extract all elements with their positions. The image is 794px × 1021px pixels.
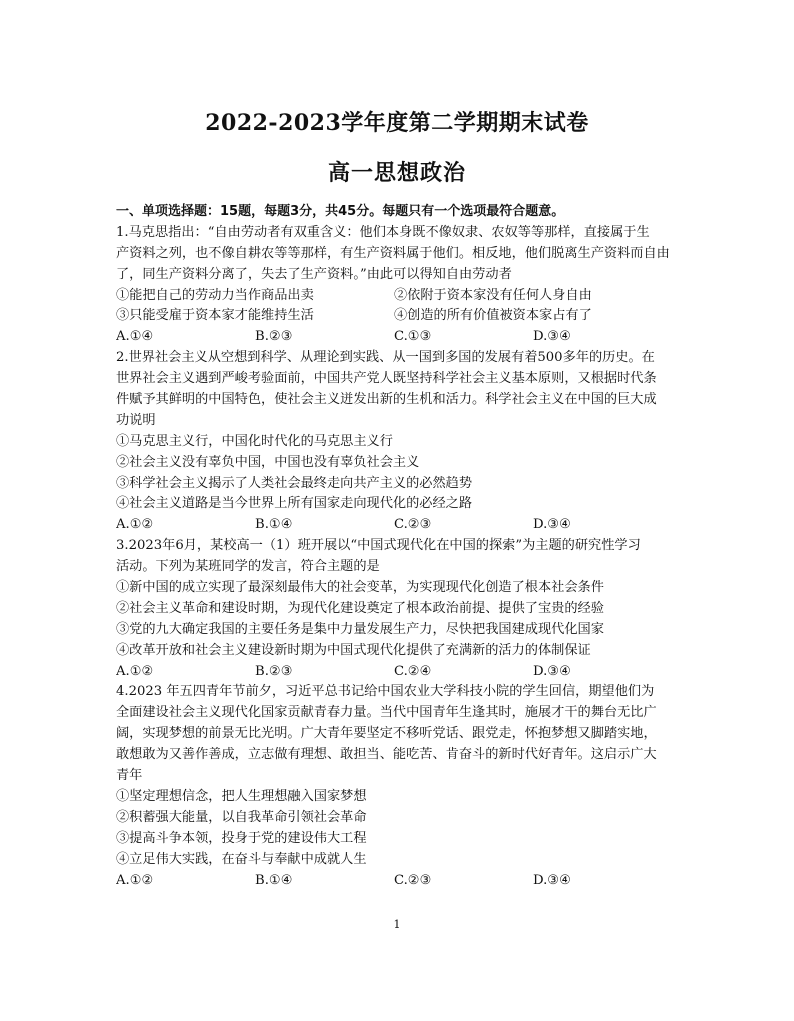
option-b: B.①④ — [255, 517, 293, 533]
option-d: D.③④ — [533, 517, 571, 533]
exam-content — [116, 202, 672, 891]
option-d: D.③④ — [533, 329, 571, 345]
option-c: C.②③ — [394, 872, 432, 888]
statement: ②社会主义没有辜负中国，中国也没有辜负社会主义 — [116, 454, 420, 470]
option-c: C.①③ — [394, 329, 432, 345]
option-c: C.②③ — [394, 517, 432, 533]
page-number: 1 — [393, 918, 401, 931]
option-b: B.②③ — [255, 329, 293, 345]
statement: ①坚定理想信念，把人生理想融入国家梦想 — [116, 788, 367, 804]
question-stem-line: 全面建设社会主义现代化国家贡献青春力量。当代中国青年生逢其时，施展才干的舞台无比广 — [116, 705, 657, 721]
question-stem-line: 1.马克思指出：“自由劳动者有双重含义：他们本身既不像奴隶、农奴等等那样，直接属于生 — [116, 224, 650, 240]
statement: ①新中国的成立实现了最深刻最伟大的社会变革，为实现现代化创造了根本社会条件 — [116, 580, 604, 596]
section-heading: 一、单项选择题：15题，每题3分，共45分。每题只有一个选项最符合题意。 — [116, 204, 565, 219]
answer-options — [116, 515, 672, 536]
statement: ②积蓄强大能量，以自我革命引领社会革命 — [116, 809, 367, 825]
question-4 — [116, 682, 672, 891]
exam-title: 2022-2023学年度第二学期期末试卷 — [205, 110, 589, 136]
option-a: A.①② — [116, 663, 154, 679]
answer-options — [116, 327, 672, 348]
question-stem-line: 3.2023年6月，某校高一（1）班开展以“中国式现代化在中国的探索”为主题的研究性学习 — [116, 538, 641, 554]
question-stem-line: 件赋予其鲜明的中国特色，使社会主义迸发出新的生机和活力。科学社会主义在中国的巨大成 — [116, 392, 657, 408]
option-b: B.①④ — [255, 872, 293, 888]
question-stem-line: 敢想敢为又善作善成，立志做有理想、敢担当、能吃苦、肯奋斗的新时代好青年。这启示广大 — [116, 747, 657, 763]
statement-row — [116, 286, 672, 307]
question-stem-line: 产资料之列，也不像自耕农等等那样，有生产资料属于他们。相反地，他们脱离生产资料而自由 — [116, 245, 670, 261]
statement-row — [116, 306, 672, 327]
question-3 — [116, 536, 672, 682]
statement: ④立足伟大实践，在奋斗与奉献中成就人生 — [116, 851, 367, 867]
question-2 — [116, 348, 672, 536]
question-stem-line: 4.2023 年五四青年节前夕，习近平总书记给中国农业大学科技小院的学生回信，期望他们为 — [116, 684, 655, 700]
statement: ③提高斗争本领，投身于党的建设伟大工程 — [116, 830, 367, 846]
question-1 — [116, 223, 672, 348]
question-stem-line: 活动。下列为某班同学的发言，符合主题的是 — [116, 559, 380, 575]
option-d: D.③④ — [533, 663, 571, 679]
answer-options — [116, 871, 672, 892]
statement: ①能把自己的劳动力当作商品出卖 — [116, 287, 314, 303]
statement: ④创造的所有价值被资本家占有了 — [394, 308, 592, 324]
statement: ③只能受雇于资本家才能维持生活 — [116, 308, 314, 324]
answer-options — [116, 662, 672, 683]
question-stem-line: 功说明 — [116, 412, 156, 428]
question-stem-line: 2.世界社会主义从空想到科学、从理论到实践、从一国到多国的发展有着500多年的历史。在 — [116, 350, 655, 366]
option-a: A.①④ — [116, 329, 154, 345]
statement: ①马克思主义行，中国化时代化的马克思主义行 — [116, 433, 393, 449]
question-stem-line: 青年 — [116, 768, 143, 784]
option-d: D.③④ — [533, 872, 571, 888]
question-stem-line: 了，同生产资料分离了，失去了生产资料。”由此可以得知自由劳动者 — [116, 266, 512, 282]
statement: ③科学社会主义揭示了人类社会最终走向共产主义的必然趋势 — [116, 475, 473, 491]
exam-subject: 高一思想政治 — [327, 160, 466, 186]
option-a: A.①② — [116, 872, 154, 888]
statement: ②依附于资本家没有任何人身自由 — [394, 287, 592, 303]
statement: ④改革开放和社会主义建设新时期为中国式现代化提供了充满新的活力的体制保证 — [116, 642, 591, 658]
question-stem-line: 阔，实现梦想的前景无比光明。广大青年要坚定不移听党话、跟党走，怀抱梦想又脚踏实地， — [116, 726, 657, 742]
question-stem-line: 世界社会主义遇到严峻考验面前，中国共产党人既坚持科学社会主义基本原则，又根据时代条 — [116, 371, 657, 387]
option-c: C.②④ — [394, 663, 432, 679]
statement: ③党的九大确定我国的主要任务是集中力量发展生产力，尽快把我国建成现代化国家 — [116, 621, 604, 637]
option-a: A.①② — [116, 517, 154, 533]
statement: ④社会主义道路是当今世界上所有国家走向现代化的必经之路 — [116, 496, 473, 512]
statement: ②社会主义革命和建设时期，为现代化建设奠定了根本政治前提、提供了宝贵的经验 — [116, 600, 604, 616]
option-b: B.②③ — [255, 663, 293, 679]
